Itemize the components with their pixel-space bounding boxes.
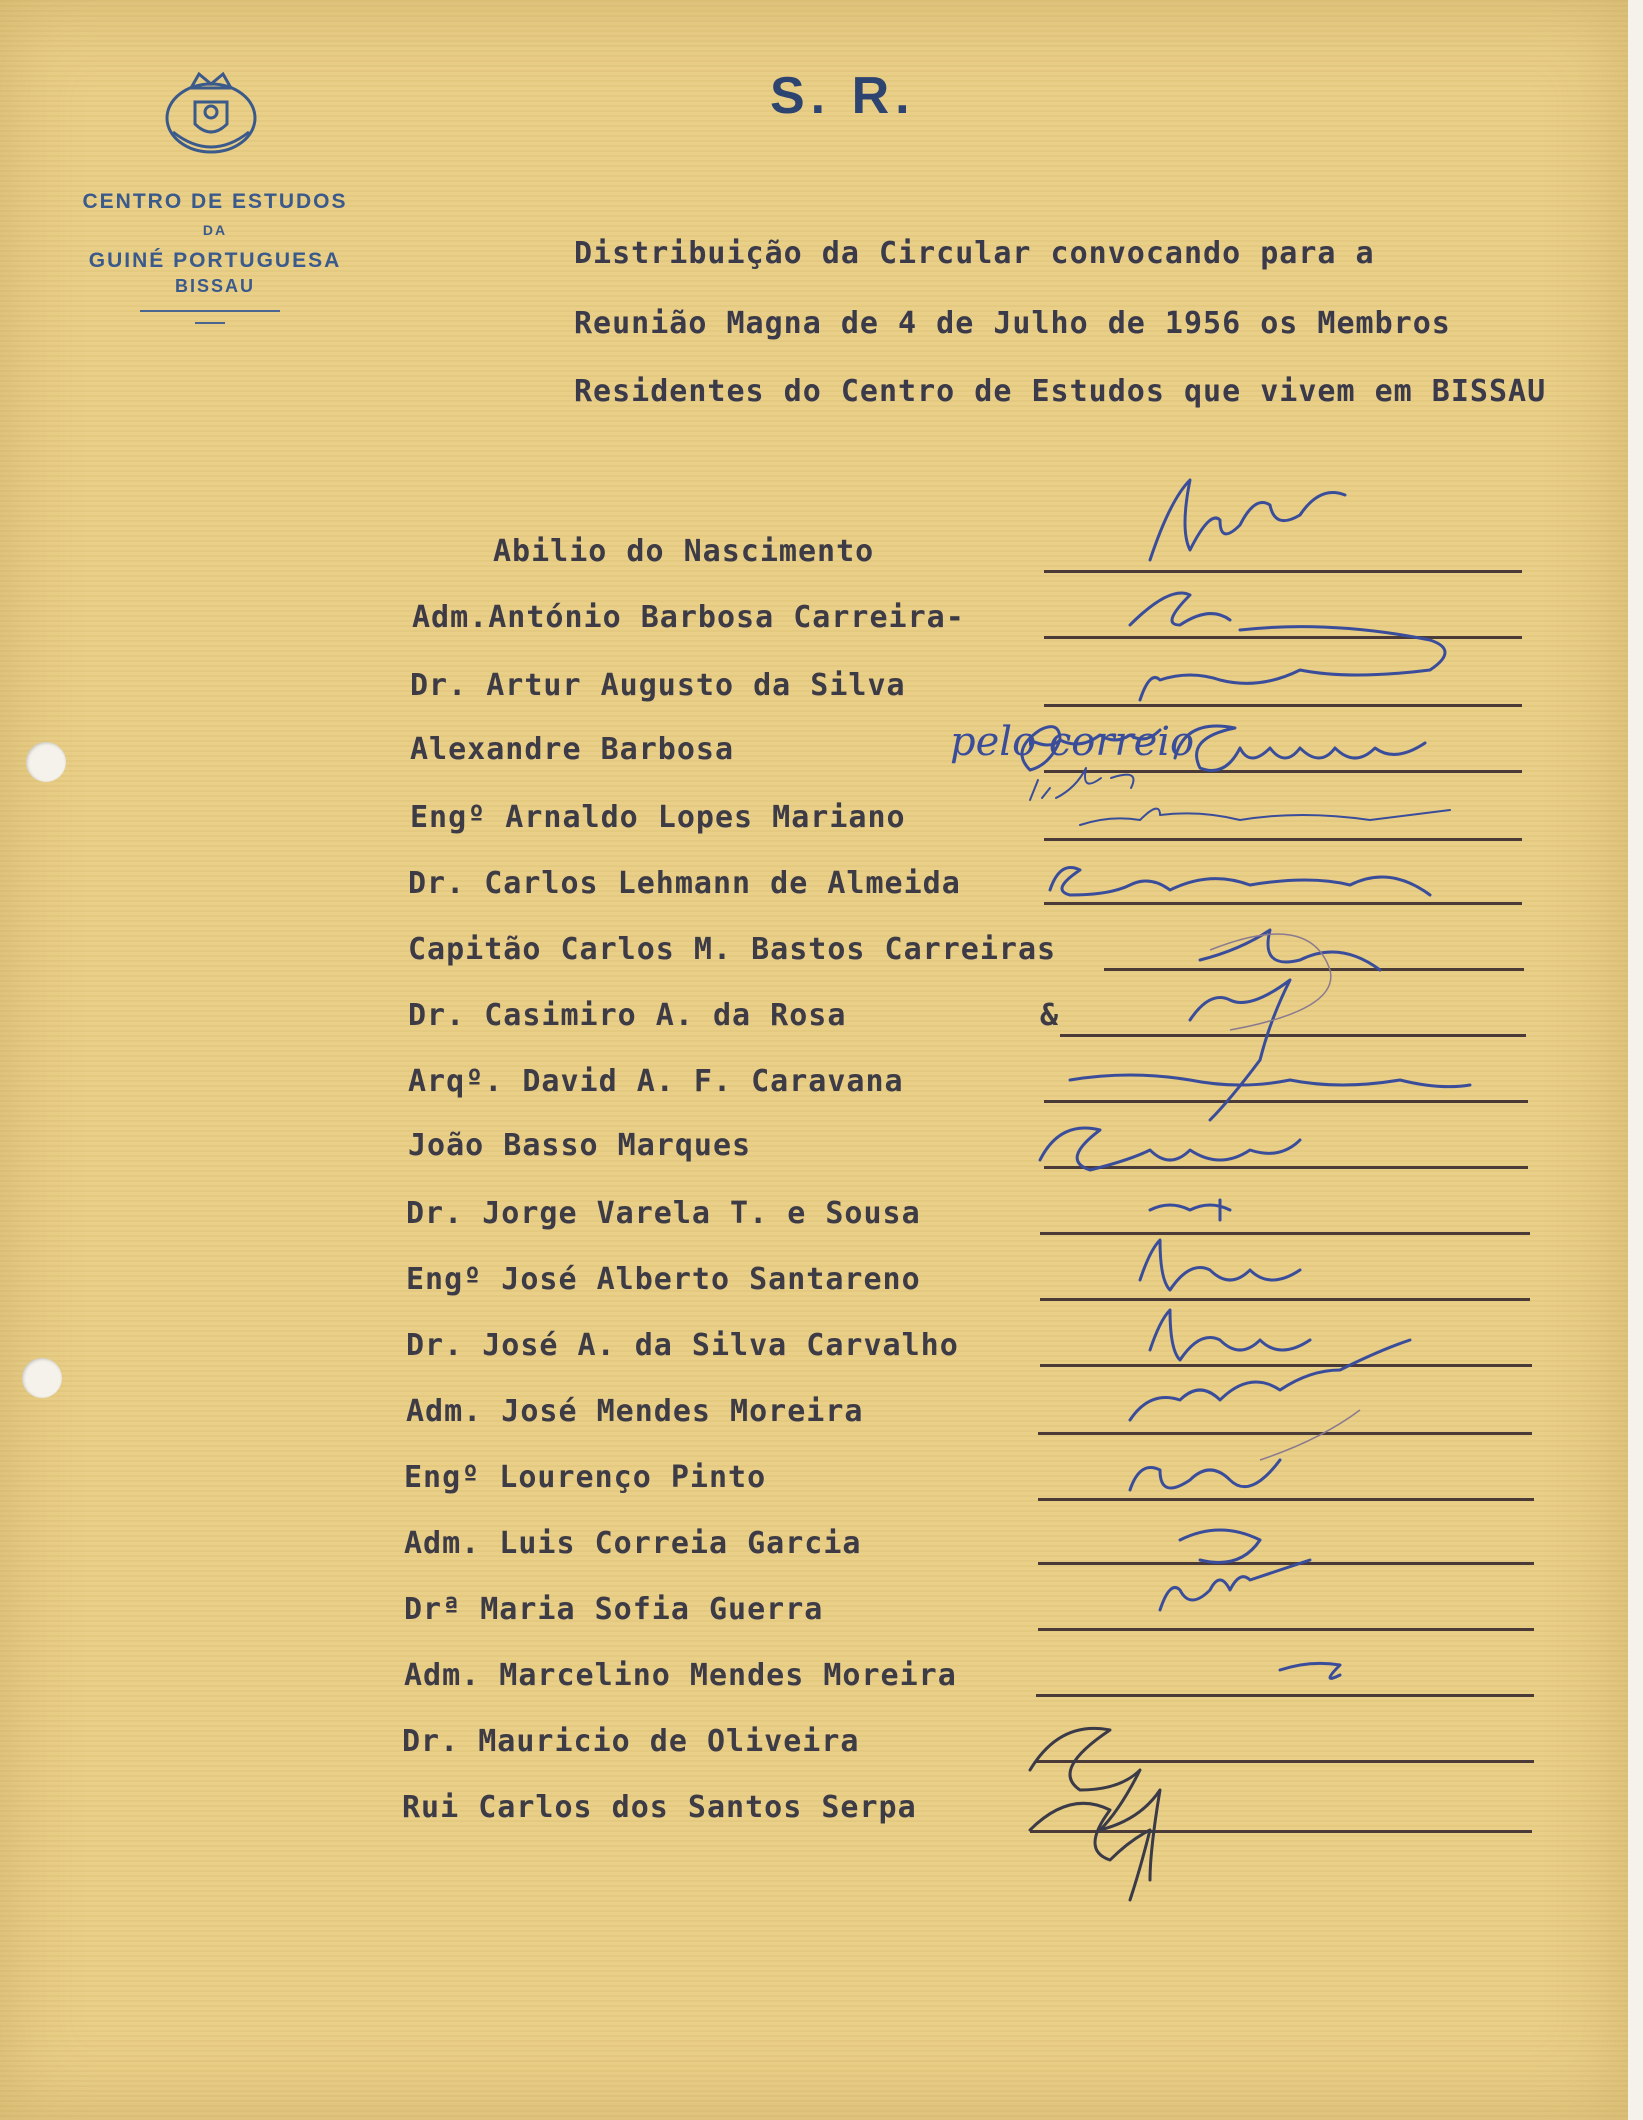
member-name: Capitão Carlos M. Bastos Carreiras bbox=[408, 932, 1057, 967]
member-name: Dr. Jorge Varela T. e Sousa bbox=[406, 1196, 921, 1231]
signature-scribble bbox=[1150, 480, 1345, 560]
title-line: Reunião Magna de 4 de Julho de 1956 os Membros bbox=[574, 306, 1451, 341]
org-name-line2: DA bbox=[202, 222, 228, 238]
signature-scribble bbox=[1260, 1410, 1360, 1460]
member-name: Abilio do Nascimento bbox=[493, 534, 875, 569]
signature-scribble bbox=[1080, 809, 1450, 825]
signature-scribble bbox=[1150, 1200, 1230, 1220]
member-name: Adm. Luis Correia Garcia bbox=[404, 1526, 862, 1561]
signature-scribble bbox=[1050, 868, 1430, 896]
signature-scribble bbox=[1130, 1340, 1410, 1420]
member-name: João Basso Marques bbox=[408, 1128, 752, 1163]
center-initials: S. R. bbox=[770, 67, 916, 125]
org-name-line3: GUINÉ PORTUGUESA bbox=[88, 249, 342, 272]
signature-scribble bbox=[1190, 980, 1290, 1120]
member-name: Adm.António Barbosa Carreira- bbox=[412, 600, 965, 635]
signature-scribble bbox=[1030, 768, 1134, 800]
title-line: Residentes do Centro de Estudos que vivem em BISSAU bbox=[574, 374, 1547, 409]
row-mark: & bbox=[1040, 998, 1059, 1033]
signature-scribble bbox=[1280, 1663, 1340, 1678]
signature-scribble bbox=[1160, 1560, 1310, 1610]
signature-scribble bbox=[1130, 1460, 1280, 1490]
member-name: Dr. José A. da Silva Carvalho bbox=[406, 1328, 959, 1363]
member-name: Engº Lourenço Pinto bbox=[404, 1460, 767, 1495]
member-name: Drª Maria Sofia Guerra bbox=[404, 1592, 824, 1627]
signature-scribble bbox=[1140, 1240, 1300, 1290]
signature-scribble bbox=[1040, 1128, 1300, 1170]
member-name: Rui Carlos dos Santos Serpa bbox=[402, 1790, 917, 1825]
signature-scribble bbox=[1150, 1310, 1310, 1360]
org-name-line4: BISSAU bbox=[174, 276, 255, 296]
member-name: Adm. Marcelino Mendes Moreira bbox=[404, 1658, 957, 1693]
signature-scribble bbox=[1140, 627, 1445, 700]
signature-scribble bbox=[1175, 726, 1425, 771]
signature-scribble bbox=[1180, 1530, 1260, 1563]
member-name: Dr. Carlos Lehmann de Almeida bbox=[408, 866, 961, 901]
signature-scribble bbox=[1130, 593, 1230, 625]
handwritten-note: pelo correio bbox=[950, 719, 1195, 765]
org-name-line1: CENTRO DE ESTUDOS bbox=[82, 190, 348, 213]
signature-scribble bbox=[1210, 934, 1331, 1030]
member-name: Engº Arnaldo Lopes Mariano bbox=[410, 800, 906, 835]
signature-scribble bbox=[1200, 930, 1380, 970]
member-name: Adm. José Mendes Moreira bbox=[406, 1394, 864, 1429]
member-name: Engº José Alberto Santareno bbox=[406, 1262, 921, 1297]
member-name: Dr. Casimiro A. da Rosa bbox=[408, 998, 847, 1033]
member-name: Arqº. David A. F. Caravana bbox=[408, 1064, 904, 1099]
signature-scribble bbox=[1070, 1075, 1470, 1087]
member-name: Dr. Artur Augusto da Silva bbox=[410, 668, 906, 703]
member-name: Alexandre Barbosa bbox=[410, 732, 735, 767]
title-line: Distribuição da Circular convocando para a bbox=[574, 236, 1375, 271]
member-name: Dr. Mauricio de Oliveira bbox=[402, 1724, 860, 1759]
